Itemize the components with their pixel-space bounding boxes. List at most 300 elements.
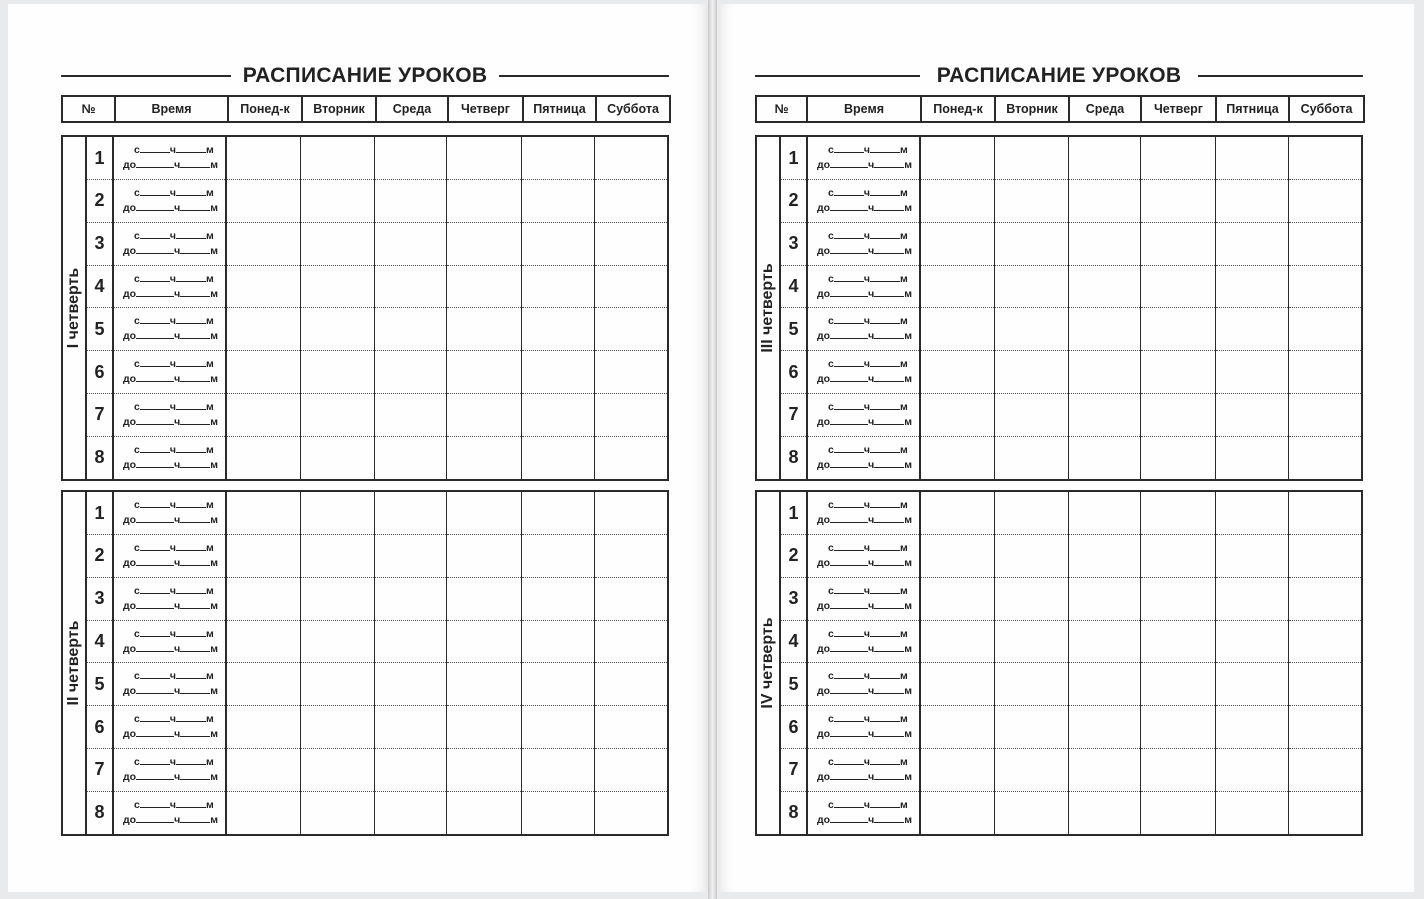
subject-cell-wednesday[interactable] (1068, 791, 1140, 835)
subject-cell-thursday[interactable] (1140, 136, 1215, 180)
subject-cell-wednesday[interactable] (1068, 351, 1140, 394)
page-title: РАСПИСАНИЕ УРОКОВ (61, 62, 669, 90)
subject-cell-monday[interactable] (226, 180, 300, 223)
subject-cell-monday[interactable] (920, 436, 994, 480)
title-row (755, 62, 1363, 92)
lesson-number: 6 (86, 706, 113, 749)
subject-cell-thursday[interactable] (1140, 749, 1215, 792)
lesson-row (62, 620, 668, 663)
subject-cell-friday[interactable] (521, 394, 594, 437)
subject-cell-saturday[interactable] (594, 394, 668, 437)
subject-cell-wednesday[interactable] (1068, 491, 1140, 535)
lesson-time[interactable]: с ч м до ч м (807, 436, 920, 480)
subject-cell-thursday[interactable] (446, 706, 521, 749)
subject-cell-saturday[interactable] (1288, 577, 1362, 620)
lesson-number: 1 (780, 136, 807, 180)
subject-cell-tuesday[interactable] (300, 749, 374, 792)
subject-cell-tuesday[interactable] (300, 180, 374, 223)
subject-cell-friday[interactable] (1215, 351, 1288, 394)
header-tuesday: Вторник (995, 96, 1069, 122)
subject-cell-friday[interactable] (521, 791, 594, 835)
page-title: РАСПИСАНИЕ УРОКОВ (755, 62, 1363, 90)
quarter-label: IV четверть (756, 491, 780, 835)
subject-cell-friday[interactable] (521, 577, 594, 620)
lesson-row (62, 308, 668, 351)
schedule-header (61, 95, 671, 123)
subject-cell-monday[interactable] (226, 308, 300, 351)
subject-cell-monday[interactable] (920, 265, 994, 308)
subject-cell-tuesday[interactable] (994, 577, 1068, 620)
subject-cell-tuesday[interactable] (994, 180, 1068, 223)
subject-cell-monday[interactable] (226, 394, 300, 437)
lesson-number: 5 (780, 663, 807, 706)
quarter-table-4 (755, 490, 1363, 836)
subject-cell-tuesday[interactable] (994, 394, 1068, 437)
lesson-time[interactable]: с ч м до ч м (807, 620, 920, 663)
lesson-number: 2 (780, 180, 807, 223)
subject-cell-friday[interactable] (1215, 791, 1288, 835)
lesson-row (62, 706, 668, 749)
subject-cell-tuesday[interactable] (994, 222, 1068, 265)
subject-cell-wednesday[interactable] (1068, 706, 1140, 749)
lesson-time[interactable]: с ч м до ч м (807, 706, 920, 749)
subject-cell-thursday[interactable] (446, 436, 521, 480)
subject-cell-tuesday[interactable] (994, 436, 1068, 480)
lesson-number: 8 (86, 791, 113, 835)
subject-cell-monday[interactable] (920, 535, 994, 578)
subject-cell-wednesday[interactable] (374, 663, 446, 706)
subject-cell-saturday[interactable] (594, 351, 668, 394)
subject-cell-wednesday[interactable] (1068, 308, 1140, 351)
subject-cell-tuesday[interactable] (300, 351, 374, 394)
lesson-row (62, 535, 668, 578)
subject-cell-tuesday[interactable] (994, 535, 1068, 578)
subject-cell-thursday[interactable] (1140, 436, 1215, 480)
subject-cell-friday[interactable] (1215, 535, 1288, 578)
quarter-label: III четверть (756, 136, 780, 480)
subject-cell-tuesday[interactable] (300, 436, 374, 480)
subject-cell-friday[interactable] (521, 706, 594, 749)
subject-cell-monday[interactable] (920, 663, 994, 706)
lesson-number: 7 (780, 749, 807, 792)
subject-cell-wednesday[interactable] (1068, 620, 1140, 663)
lesson-time[interactable]: с ч м до ч м (113, 706, 226, 749)
subject-cell-wednesday[interactable] (1068, 749, 1140, 792)
header-tuesday: Вторник (302, 96, 376, 122)
lesson-time[interactable]: с ч м до ч м (807, 535, 920, 578)
subject-cell-friday[interactable] (1215, 308, 1288, 351)
lesson-time[interactable]: с ч м до ч м (807, 222, 920, 265)
lesson-time[interactable]: с ч м до ч м (113, 180, 226, 223)
subject-cell-tuesday[interactable] (300, 265, 374, 308)
lesson-number: 2 (86, 535, 113, 578)
subject-cell-wednesday[interactable] (374, 222, 446, 265)
subject-cell-wednesday[interactable] (374, 265, 446, 308)
subject-cell-friday[interactable] (521, 620, 594, 663)
lesson-number: 1 (86, 491, 113, 535)
subject-cell-thursday[interactable] (1140, 663, 1215, 706)
subject-cell-friday[interactable] (1215, 136, 1288, 180)
schedule-header (755, 95, 1365, 123)
subject-cell-thursday[interactable] (1140, 620, 1215, 663)
subject-cell-monday[interactable] (920, 491, 994, 535)
lesson-row (756, 436, 1362, 480)
subject-cell-wednesday[interactable] (374, 620, 446, 663)
subject-cell-wednesday[interactable] (1068, 265, 1140, 308)
subject-cell-thursday[interactable] (446, 535, 521, 578)
subject-cell-monday[interactable] (226, 706, 300, 749)
subject-cell-saturday[interactable] (594, 663, 668, 706)
lesson-row (62, 791, 668, 835)
subject-cell-tuesday[interactable] (994, 265, 1068, 308)
subject-cell-wednesday[interactable] (1068, 535, 1140, 578)
subject-cell-wednesday[interactable] (1068, 577, 1140, 620)
lesson-time[interactable]: с ч м до ч м (113, 577, 226, 620)
subject-cell-monday[interactable] (920, 136, 994, 180)
subject-cell-monday[interactable] (226, 222, 300, 265)
lesson-number: 5 (86, 308, 113, 351)
lesson-number: 3 (780, 577, 807, 620)
lesson-number: 6 (780, 706, 807, 749)
lesson-row (62, 577, 668, 620)
subject-cell-saturday[interactable] (594, 749, 668, 792)
subject-cell-tuesday[interactable] (300, 308, 374, 351)
subject-cell-thursday[interactable] (1140, 535, 1215, 578)
subject-cell-saturday[interactable] (594, 491, 668, 535)
lesson-row (62, 491, 668, 535)
lesson-time[interactable]: с ч м до ч м (113, 351, 226, 394)
subject-cell-tuesday[interactable] (994, 491, 1068, 535)
lesson-time[interactable]: с ч м до ч м (807, 791, 920, 835)
subject-cell-wednesday[interactable] (1068, 136, 1140, 180)
subject-cell-tuesday[interactable] (994, 308, 1068, 351)
lesson-number: 2 (780, 535, 807, 578)
quarter-label: II четверть (62, 491, 86, 835)
book-spine (708, 0, 717, 899)
subject-cell-tuesday[interactable] (300, 663, 374, 706)
lesson-time[interactable]: с ч м до ч м (113, 436, 226, 480)
subject-cell-monday[interactable] (920, 222, 994, 265)
lesson-row (756, 308, 1362, 351)
lesson-number: 8 (780, 436, 807, 480)
lesson-time[interactable]: с ч м до ч м (113, 663, 226, 706)
header-wednesday: Среда (376, 96, 448, 122)
subject-cell-saturday[interactable] (594, 791, 668, 835)
subject-cell-saturday[interactable] (594, 136, 668, 180)
subject-cell-thursday[interactable] (446, 351, 521, 394)
subject-cell-wednesday[interactable] (374, 491, 446, 535)
lesson-number: 7 (86, 394, 113, 437)
subject-cell-friday[interactable] (1215, 394, 1288, 437)
subject-cell-thursday[interactable] (446, 394, 521, 437)
lesson-time[interactable]: с ч м до ч м (113, 394, 226, 437)
lesson-time[interactable]: с ч м до ч м (807, 265, 920, 308)
subject-cell-tuesday[interactable] (300, 136, 374, 180)
lesson-time[interactable]: с ч м до ч м (807, 180, 920, 223)
lesson-number: 1 (86, 136, 113, 180)
subject-cell-saturday[interactable] (594, 706, 668, 749)
subject-cell-thursday[interactable] (446, 136, 521, 180)
subject-cell-wednesday[interactable] (374, 706, 446, 749)
subject-cell-tuesday[interactable] (994, 663, 1068, 706)
subject-cell-friday[interactable] (521, 308, 594, 351)
lesson-time[interactable]: с ч м до ч м (807, 491, 920, 535)
lesson-row (756, 706, 1362, 749)
subject-cell-friday[interactable] (1215, 436, 1288, 480)
lesson-number: 4 (86, 265, 113, 308)
lesson-time[interactable]: с ч м до ч м (807, 308, 920, 351)
subject-cell-saturday[interactable] (1288, 535, 1362, 578)
subject-cell-friday[interactable] (521, 265, 594, 308)
lesson-number: 5 (86, 663, 113, 706)
subject-cell-monday[interactable] (226, 620, 300, 663)
subject-cell-friday[interactable] (521, 351, 594, 394)
subject-cell-saturday[interactable] (1288, 394, 1362, 437)
subject-cell-friday[interactable] (1215, 222, 1288, 265)
subject-cell-monday[interactable] (226, 491, 300, 535)
subject-cell-thursday[interactable] (446, 491, 521, 535)
lesson-number: 6 (86, 351, 113, 394)
subject-cell-friday[interactable] (1215, 749, 1288, 792)
subject-cell-saturday[interactable] (1288, 308, 1362, 351)
subject-cell-wednesday[interactable] (1068, 663, 1140, 706)
subject-cell-saturday[interactable] (1288, 491, 1362, 535)
header-wednesday: Среда (1069, 96, 1141, 122)
subject-cell-monday[interactable] (226, 577, 300, 620)
lesson-row (756, 620, 1362, 663)
subject-cell-wednesday[interactable] (374, 394, 446, 437)
subject-cell-monday[interactable] (226, 535, 300, 578)
subject-cell-thursday[interactable] (1140, 351, 1215, 394)
lesson-time[interactable]: с ч м до ч м (807, 394, 920, 437)
lesson-row (62, 265, 668, 308)
subject-cell-thursday[interactable] (1140, 791, 1215, 835)
subject-cell-thursday[interactable] (446, 308, 521, 351)
lesson-time[interactable]: с ч м до ч м (113, 791, 226, 835)
subject-cell-tuesday[interactable] (300, 222, 374, 265)
subject-cell-saturday[interactable] (1288, 222, 1362, 265)
subject-cell-saturday[interactable] (594, 265, 668, 308)
subject-cell-friday[interactable] (521, 491, 594, 535)
subject-cell-thursday[interactable] (1140, 491, 1215, 535)
subject-cell-friday[interactable] (1215, 620, 1288, 663)
subject-cell-saturday[interactable] (1288, 791, 1362, 835)
subject-cell-thursday[interactable] (446, 577, 521, 620)
lesson-time[interactable]: с ч м до ч м (113, 491, 226, 535)
subject-cell-tuesday[interactable] (300, 791, 374, 835)
subject-cell-saturday[interactable] (1288, 749, 1362, 792)
subject-cell-monday[interactable] (920, 577, 994, 620)
subject-cell-friday[interactable] (1215, 706, 1288, 749)
header-number: № (62, 96, 115, 122)
lesson-time[interactable]: с ч м до ч м (113, 620, 226, 663)
lesson-row (62, 436, 668, 480)
subject-cell-thursday[interactable] (446, 180, 521, 223)
subject-cell-thursday[interactable] (1140, 577, 1215, 620)
lesson-number: 8 (86, 436, 113, 480)
lesson-time[interactable]: с ч м до ч м (113, 749, 226, 792)
lesson-number: 1 (780, 491, 807, 535)
subject-cell-saturday[interactable] (1288, 265, 1362, 308)
subject-cell-tuesday[interactable] (300, 620, 374, 663)
lesson-time[interactable]: с ч м до ч м (807, 136, 920, 180)
subject-cell-friday[interactable] (521, 663, 594, 706)
subject-cell-saturday[interactable] (594, 308, 668, 351)
lesson-time[interactable]: с ч м до ч м (113, 535, 226, 578)
left-page (8, 4, 708, 892)
subject-cell-saturday[interactable] (594, 535, 668, 578)
subject-cell-monday[interactable] (920, 351, 994, 394)
subject-cell-tuesday[interactable] (994, 791, 1068, 835)
subject-cell-wednesday[interactable] (374, 136, 446, 180)
lesson-time[interactable]: с ч м до ч м (113, 265, 226, 308)
subject-cell-monday[interactable] (226, 791, 300, 835)
lesson-time[interactable]: с ч м до ч м (807, 351, 920, 394)
subject-cell-saturday[interactable] (1288, 180, 1362, 223)
subject-cell-monday[interactable] (226, 136, 300, 180)
quarter-table-3 (755, 135, 1363, 481)
subject-cell-friday[interactable] (521, 180, 594, 223)
subject-cell-tuesday[interactable] (300, 535, 374, 578)
subject-cell-wednesday[interactable] (374, 577, 446, 620)
lesson-number: 7 (780, 394, 807, 437)
lesson-row (62, 663, 668, 706)
subject-cell-tuesday[interactable] (300, 491, 374, 535)
lesson-time[interactable]: с ч м до ч м (807, 749, 920, 792)
subject-cell-thursday[interactable] (446, 265, 521, 308)
subject-cell-saturday[interactable] (594, 436, 668, 480)
lesson-number: 4 (86, 620, 113, 663)
lesson-row (756, 351, 1362, 394)
subject-cell-monday[interactable] (226, 265, 300, 308)
subject-cell-friday[interactable] (1215, 180, 1288, 223)
subject-cell-wednesday[interactable] (374, 308, 446, 351)
subject-cell-monday[interactable] (920, 308, 994, 351)
subject-cell-saturday[interactable] (594, 222, 668, 265)
lesson-time[interactable]: с ч м до ч м (113, 136, 226, 180)
subject-cell-wednesday[interactable] (374, 535, 446, 578)
right-page (717, 4, 1414, 892)
lesson-number: 8 (780, 791, 807, 835)
subject-cell-saturday[interactable] (594, 577, 668, 620)
subject-cell-tuesday[interactable] (994, 749, 1068, 792)
lesson-number: 3 (86, 222, 113, 265)
subject-cell-thursday[interactable] (446, 663, 521, 706)
subject-cell-thursday[interactable] (446, 620, 521, 663)
subject-cell-wednesday[interactable] (374, 436, 446, 480)
lesson-row (62, 749, 668, 792)
subject-cell-friday[interactable] (1215, 265, 1288, 308)
subject-cell-friday[interactable] (521, 222, 594, 265)
subject-cell-saturday[interactable] (1288, 136, 1362, 180)
subject-cell-friday[interactable] (521, 749, 594, 792)
subject-cell-friday[interactable] (1215, 577, 1288, 620)
subject-cell-tuesday[interactable] (300, 706, 374, 749)
lesson-time[interactable]: с ч м до ч м (113, 222, 226, 265)
header-number: № (756, 96, 807, 122)
lesson-row (756, 535, 1362, 578)
subject-cell-wednesday[interactable] (374, 351, 446, 394)
subject-cell-saturday[interactable] (1288, 663, 1362, 706)
subject-cell-wednesday[interactable] (374, 749, 446, 792)
subject-cell-wednesday[interactable] (1068, 180, 1140, 223)
subject-cell-thursday[interactable] (446, 222, 521, 265)
subject-cell-thursday[interactable] (446, 791, 521, 835)
header-monday: Понед-к (228, 96, 302, 122)
subject-cell-monday[interactable] (920, 394, 994, 437)
subject-cell-thursday[interactable] (1140, 222, 1215, 265)
subject-cell-friday[interactable] (521, 535, 594, 578)
lesson-row (756, 749, 1362, 792)
lesson-row (756, 180, 1362, 223)
subject-cell-friday[interactable] (521, 136, 594, 180)
subject-cell-thursday[interactable] (1140, 394, 1215, 437)
subject-cell-tuesday[interactable] (994, 706, 1068, 749)
lesson-number: 6 (780, 351, 807, 394)
subject-cell-saturday[interactable] (1288, 706, 1362, 749)
lesson-row (756, 663, 1362, 706)
lesson-row (756, 577, 1362, 620)
subject-cell-friday[interactable] (1215, 491, 1288, 535)
subject-cell-monday[interactable] (920, 791, 994, 835)
subject-cell-tuesday[interactable] (994, 620, 1068, 663)
subject-cell-wednesday[interactable] (374, 180, 446, 223)
subject-cell-saturday[interactable] (594, 620, 668, 663)
subject-cell-saturday[interactable] (1288, 436, 1362, 480)
subject-cell-monday[interactable] (920, 180, 994, 223)
lesson-row (756, 136, 1362, 180)
subject-cell-monday[interactable] (226, 663, 300, 706)
subject-cell-monday[interactable] (920, 706, 994, 749)
subject-cell-friday[interactable] (1215, 663, 1288, 706)
subject-cell-thursday[interactable] (1140, 308, 1215, 351)
subject-cell-thursday[interactable] (1140, 265, 1215, 308)
lesson-time[interactable]: с ч м до ч м (807, 577, 920, 620)
subject-cell-thursday[interactable] (1140, 180, 1215, 223)
lesson-row (756, 791, 1362, 835)
lesson-time[interactable]: с ч м до ч м (807, 663, 920, 706)
subject-cell-tuesday[interactable] (300, 577, 374, 620)
subject-cell-saturday[interactable] (594, 180, 668, 223)
subject-cell-saturday[interactable] (1288, 351, 1362, 394)
subject-cell-monday[interactable] (226, 436, 300, 480)
lesson-number: 4 (780, 265, 807, 308)
subject-cell-tuesday[interactable] (994, 351, 1068, 394)
subject-cell-monday[interactable] (226, 351, 300, 394)
lesson-row (62, 394, 668, 437)
subject-cell-wednesday[interactable] (1068, 436, 1140, 480)
lesson-number: 4 (780, 620, 807, 663)
header-saturday: Суббота (1289, 96, 1364, 122)
subject-cell-tuesday[interactable] (994, 136, 1068, 180)
subject-cell-friday[interactable] (521, 436, 594, 480)
header-thursday: Четверг (448, 96, 523, 122)
lesson-time[interactable]: с ч м до ч м (113, 308, 226, 351)
subject-cell-monday[interactable] (920, 620, 994, 663)
subject-cell-monday[interactable] (226, 749, 300, 792)
subject-cell-wednesday[interactable] (374, 791, 446, 835)
subject-cell-monday[interactable] (920, 749, 994, 792)
lesson-row (62, 351, 668, 394)
subject-cell-thursday[interactable] (446, 749, 521, 792)
header-monday: Понед-к (921, 96, 995, 122)
subject-cell-thursday[interactable] (1140, 706, 1215, 749)
subject-cell-wednesday[interactable] (1068, 222, 1140, 265)
subject-cell-wednesday[interactable] (1068, 394, 1140, 437)
subject-cell-saturday[interactable] (1288, 620, 1362, 663)
subject-cell-tuesday[interactable] (300, 394, 374, 437)
lesson-number: 3 (780, 222, 807, 265)
